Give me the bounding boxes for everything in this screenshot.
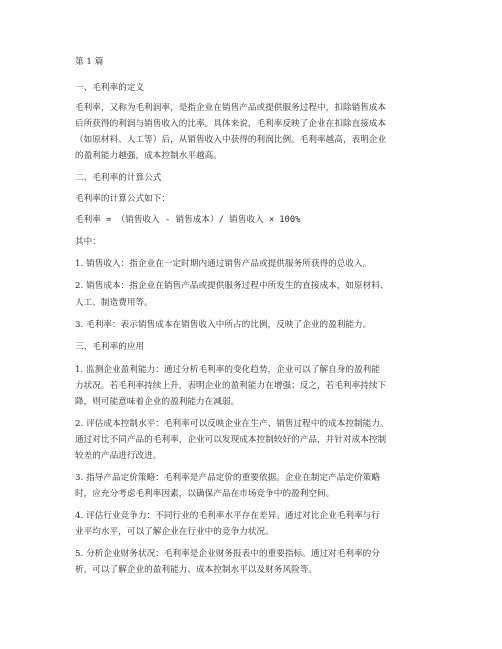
paragraph-line: 的盈利能力越强，成本控制水平越高。	[75, 151, 222, 161]
paragraph-line: （如原材料、人工等）后，从销售收入中获得的利润比例。毛利率越高，表明企业	[75, 135, 387, 145]
section-number: 第 1 篇	[75, 57, 104, 67]
list-item: 3. 毛利率：表示销售成本在销售收入中所占的比例，反映了企业的盈利能力。	[75, 320, 372, 330]
list-item-continued: 时，应充分考虑毛利率因素，以确保产品在市场竞争中的盈利空间。	[75, 489, 335, 499]
list-item-continued: 业平均水平，可以了解企业在行业中的竞争力状况。	[75, 527, 274, 537]
list-item: 1. 监测企业盈利能力：通过分析毛利率的变化趋势，企业可以了解自身的盈利能	[75, 365, 380, 375]
list-item: 5. 分析企业财务状况：毛利率是企业财务报表中的重要指标。通过对毛利率的分	[75, 549, 380, 559]
heading-definition: 一、毛利率的定义	[75, 83, 145, 93]
list-item-continued: 通过对比不同产品的毛利率，企业可以发现成本控制较好的产品，并针对成本控制	[75, 435, 387, 445]
list-item: 2. 评估成本控制水平：毛利率可以反映企业在生产、销售过程中的成本控制能力。	[75, 419, 389, 429]
list-item-continued: 降，则可能意味着企业的盈利能力在减弱。	[75, 397, 240, 407]
paragraph-line: 其中：	[75, 237, 101, 247]
list-item-continued: 较差的产品进行改进。	[75, 451, 162, 461]
paragraph-line: 毛利率，又称为毛利润率，是指企业在销售产品或提供服务过程中，扣除销售成本	[75, 103, 387, 113]
list-item-continued: 人工、制造费用等。	[75, 298, 153, 308]
heading-application: 三、毛利率的应用	[75, 342, 145, 352]
list-item: 1. 销售收入：指企业在一定时期内通过销售产品或提供服务所获得的总收入。	[75, 259, 372, 269]
paragraph-line: 毛利率的计算公式如下：	[75, 194, 171, 204]
formula-line: 毛利率 = （销售收入 - 销售成本）/ 销售收入 × 100%	[75, 215, 301, 225]
list-item: 3. 指导产品定价策略：毛利率是产品定价的重要依据。企业在制定产品定价策略	[75, 473, 380, 483]
heading-formula: 二、毛利率的计算公式	[75, 173, 162, 183]
list-item-continued: 析，可以了解企业的盈利能力、成本控制水平以及财务风险等。	[75, 565, 318, 575]
list-item: 4. 评估行业竞争力：不同行业的毛利率水平存在差异。通过对比企业毛利率与行	[75, 511, 380, 521]
paragraph-line: 后所获得的利润与销售收入的比率。具体来说，毛利率反映了企业在扣除直接成本	[75, 119, 387, 129]
list-item: 2. 销售成本：指企业在销售产品或提供服务过程中所发生的直接成本，如原材料、	[75, 281, 389, 291]
list-item-continued: 力状况。若毛利率持续上升，表明企业的盈利能力在增强；反之，若毛利率持续下	[75, 381, 387, 391]
